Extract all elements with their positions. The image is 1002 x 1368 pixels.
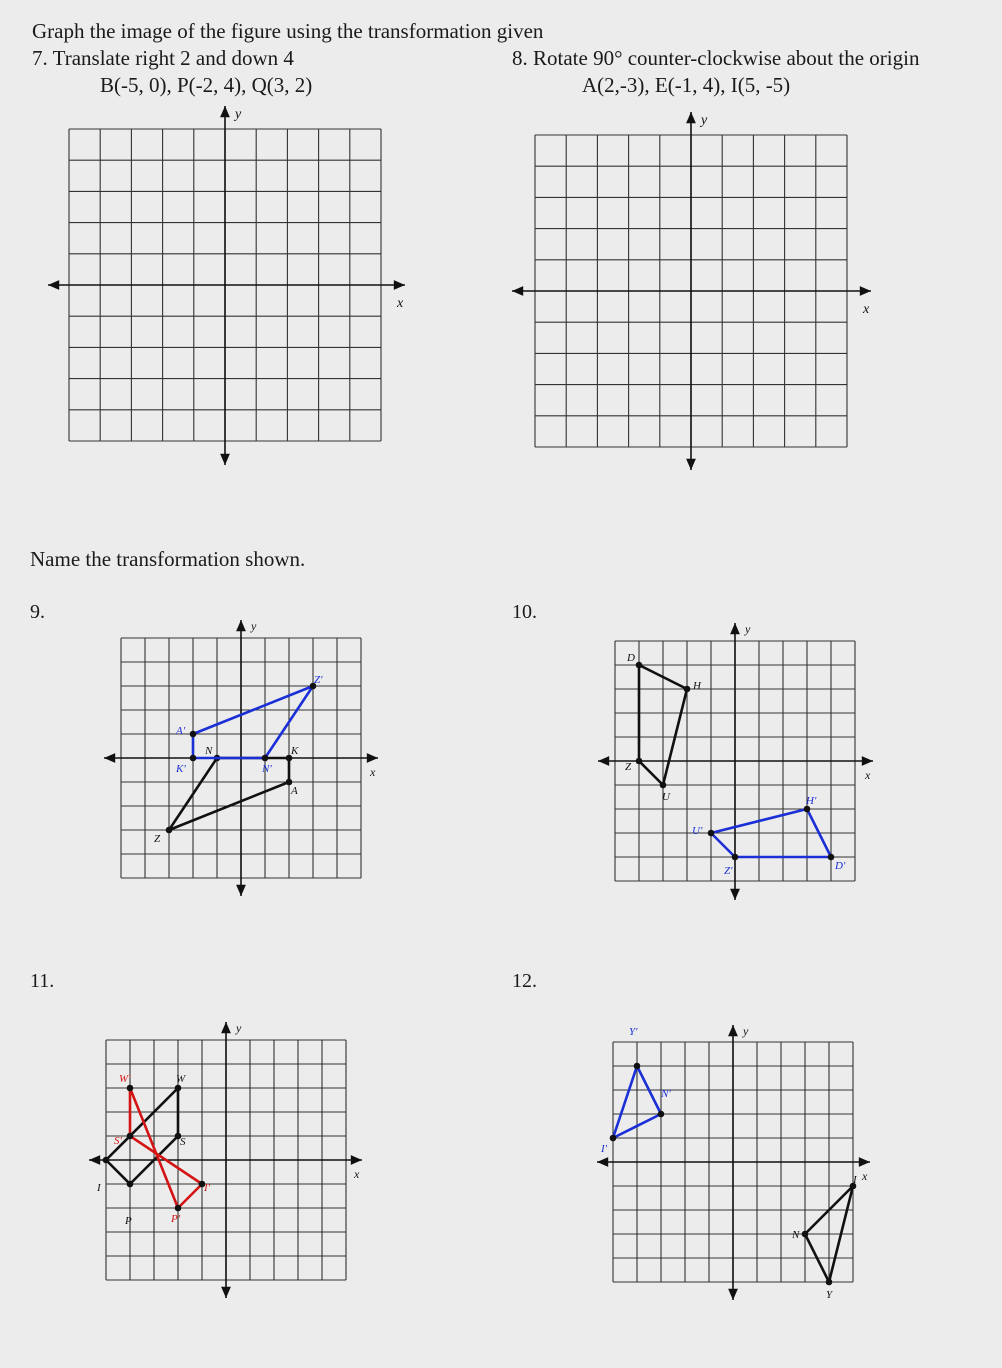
y-axis-label: y bbox=[701, 113, 708, 128]
axis-arrow bbox=[862, 756, 873, 766]
problem-9-number: 9. bbox=[30, 601, 45, 623]
vertex-point bbox=[262, 755, 269, 762]
axis-arrow bbox=[220, 106, 230, 117]
problem-7-instruction: 7. Translate right 2 and down 4 bbox=[32, 46, 294, 70]
vertex-label: P bbox=[125, 1215, 132, 1227]
vertex-point bbox=[660, 782, 667, 789]
axis-arrow bbox=[728, 1025, 738, 1036]
vertex-label: N bbox=[205, 745, 213, 757]
vertex-point bbox=[190, 755, 197, 762]
axis-arrow bbox=[89, 1155, 100, 1165]
vertex-label: D' bbox=[835, 860, 846, 872]
axis-arrow bbox=[104, 753, 115, 763]
vertex-point bbox=[127, 1181, 134, 1188]
x-axis-label: x bbox=[863, 302, 870, 317]
vertex-label: H' bbox=[806, 795, 817, 807]
vertex-point bbox=[658, 1111, 665, 1118]
axis-arrow bbox=[598, 756, 609, 766]
graph-12-grid bbox=[597, 1024, 870, 1301]
x-axis-label: x bbox=[862, 1169, 868, 1183]
vertex-point bbox=[636, 662, 643, 669]
axis-arrow bbox=[394, 280, 405, 290]
vertex-label: N bbox=[792, 1229, 800, 1241]
vertex-label: A bbox=[291, 785, 298, 797]
vertex-point bbox=[636, 758, 643, 765]
graph-10-image bbox=[692, 795, 846, 877]
graph-7-grid bbox=[48, 106, 405, 465]
vertex-label: K bbox=[291, 745, 299, 757]
x-axis-label: x bbox=[370, 765, 376, 779]
vertex-label: Z bbox=[154, 833, 161, 845]
axis-arrow bbox=[730, 889, 740, 900]
vertex-point bbox=[610, 1135, 617, 1142]
graph-9-image bbox=[175, 674, 323, 775]
axis-arrow bbox=[730, 623, 740, 634]
vertex-point bbox=[826, 1279, 833, 1286]
problem-8-points: A(2,-3), E(-1, 4), I(5, -5) bbox=[582, 73, 791, 97]
problem-8-instruction: 8. Rotate 90° counter-clockwise about the origin bbox=[512, 46, 920, 70]
axis-arrow bbox=[367, 753, 378, 763]
x-axis-label: x bbox=[397, 296, 404, 311]
y-axis-label: y bbox=[236, 1021, 242, 1035]
y-axis-label: y bbox=[235, 107, 242, 122]
axis-arrow bbox=[686, 459, 696, 470]
vertex-point bbox=[802, 1231, 809, 1238]
vertex-label: I bbox=[853, 1174, 857, 1186]
axis-arrow bbox=[512, 286, 523, 296]
vertex-label: U' bbox=[692, 825, 703, 837]
worksheet-title: Graph the image of the figure using the transformation given bbox=[32, 19, 544, 43]
graph-11-grid bbox=[89, 1021, 362, 1298]
vertex-label: Y' bbox=[629, 1026, 638, 1038]
axis-arrow bbox=[728, 1289, 738, 1300]
vertex-label: S' bbox=[114, 1135, 122, 1147]
vertex-point bbox=[634, 1063, 641, 1070]
vertex-point bbox=[127, 1133, 134, 1140]
vertex-label: S bbox=[180, 1136, 186, 1148]
vertex-label: Z' bbox=[314, 674, 323, 686]
y-axis-label: y bbox=[745, 622, 751, 636]
vertex-point bbox=[684, 686, 691, 693]
graph-9-grid bbox=[104, 619, 378, 896]
section-heading: Name the transformation shown. bbox=[30, 547, 306, 571]
vertex-label: W bbox=[176, 1073, 186, 1085]
problem-12-number: 12. bbox=[512, 970, 537, 992]
axis-arrow bbox=[221, 1287, 231, 1298]
axis-arrow bbox=[236, 885, 246, 896]
vertex-label: I bbox=[97, 1182, 101, 1194]
axis-arrow bbox=[597, 1157, 608, 1167]
vertex-label: U bbox=[662, 791, 670, 803]
axis-arrow bbox=[686, 112, 696, 123]
problem-7-points: B(-5, 0), P(-2, 4), Q(3, 2) bbox=[100, 73, 313, 97]
axis-arrow bbox=[220, 454, 230, 465]
graph-11-preimage bbox=[96, 1073, 186, 1227]
axis-arrow bbox=[48, 280, 59, 290]
problem-10-number: 10. bbox=[512, 601, 537, 623]
vertex-label: W' bbox=[119, 1073, 131, 1085]
vertex-label: N' bbox=[262, 763, 272, 775]
y-axis-label: y bbox=[743, 1024, 749, 1038]
vertex-label: P' bbox=[171, 1213, 181, 1225]
graph-10-grid bbox=[598, 622, 873, 900]
vertex-label: Z' bbox=[724, 865, 733, 877]
axis-arrow bbox=[236, 620, 246, 631]
y-axis-label: y bbox=[251, 619, 257, 633]
vertex-label: H bbox=[693, 680, 701, 692]
vertex-label: Z bbox=[625, 761, 632, 773]
vertex-point bbox=[175, 1085, 182, 1092]
axis-arrow bbox=[860, 286, 871, 296]
graph-11-image bbox=[114, 1073, 211, 1225]
vertex-point bbox=[708, 830, 715, 837]
problem-11-number: 11. bbox=[30, 970, 55, 992]
vertex-point bbox=[127, 1085, 134, 1092]
vertex-point bbox=[166, 827, 173, 834]
axis-arrow bbox=[859, 1157, 870, 1167]
vertex-label: I' bbox=[204, 1182, 211, 1194]
x-axis-label: x bbox=[354, 1167, 360, 1181]
vertex-label: D bbox=[627, 652, 635, 664]
vertex-point bbox=[103, 1157, 110, 1164]
vertex-point bbox=[828, 854, 835, 861]
vertex-label: Y bbox=[826, 1289, 833, 1301]
graph-8-grid bbox=[512, 112, 871, 470]
vertex-label: I' bbox=[601, 1143, 608, 1155]
vertex-label: K' bbox=[176, 763, 186, 775]
vertex-point bbox=[732, 854, 739, 861]
axis-arrow bbox=[351, 1155, 362, 1165]
x-axis-label: x bbox=[865, 768, 871, 782]
vertex-label: N' bbox=[661, 1088, 671, 1100]
vertex-label: A' bbox=[176, 725, 186, 737]
axis-arrow bbox=[221, 1022, 231, 1033]
vertex-point bbox=[175, 1205, 182, 1212]
vertex-point bbox=[190, 731, 197, 738]
